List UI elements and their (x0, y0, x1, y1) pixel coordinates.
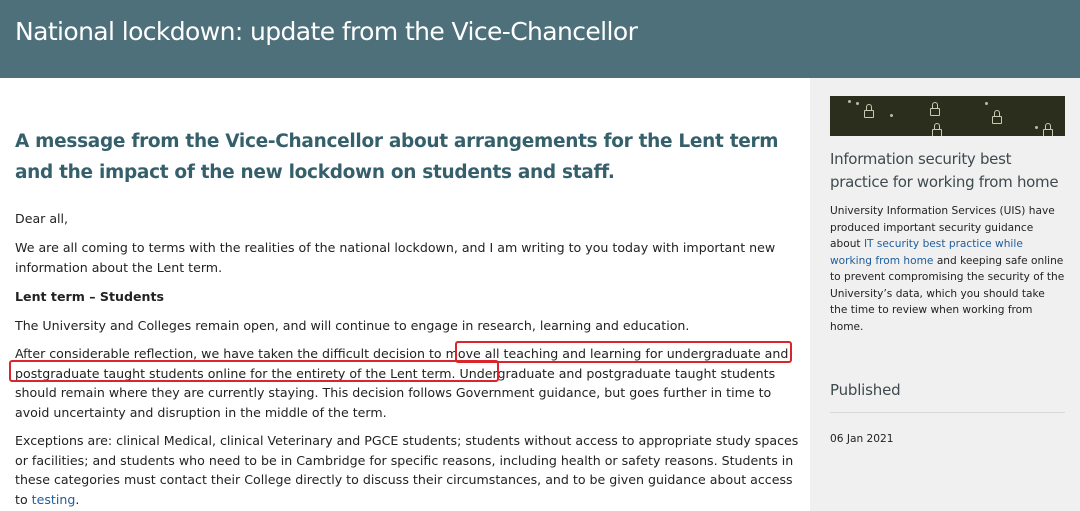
sidebar-card-text (830, 203, 1065, 335)
sidebar (810, 78, 1080, 511)
it-security-link[interactable]: IT security best practice while working from home (830, 238, 1023, 267)
decision-text-after: Undergraduate and postgraduate taught students should remain where they are currently staying. This decision follows Government guidance, but goes further in time to avoid uncertainty and disruption in the middle of the term. (15, 365, 776, 420)
page-title: National lockdown: update from the Vice-Chancellor (15, 17, 638, 46)
article-lead: A message from the Vice-Chancellor about arrangements for the Lent term and the impact of the new lockdown on students and staff. (15, 131, 779, 183)
section-heading: Lent term – Students (15, 289, 164, 304)
testing-link[interactable]: testing (31, 491, 76, 507)
decision-highlighted-text: move all teaching and learning for undergraduate and postgraduate taught students online for the entirety of the Lent term. (15, 346, 789, 381)
decision-text-before: After considerable reflection, we have taken the difficult decision to (15, 346, 446, 361)
decision-paragraph (15, 344, 805, 422)
padlock-pattern-image (830, 96, 1065, 136)
sidebar-text-before: University Information Services (UIS) have produced important security guidance about (830, 205, 1055, 250)
open-paragraph: The University and Colleges remain open, and will continue to engage in research, learning and education. (15, 318, 690, 333)
published-label: Published (830, 381, 901, 399)
exceptions-end: . (75, 491, 80, 507)
published-date: 06 Jan 2021 (830, 433, 894, 445)
sidebar-card-title: Information security best practice for working from home (830, 150, 1059, 191)
page-header (0, 0, 1080, 78)
exceptions-text: Exceptions are: clinical Medical, clinical Veterinary and PGCE students; students without access to appropriate study spaces or facilities; and students who need to be in Cambridge for specific reasons, including health or safety reasons. Students in these categories must contact their College directly to discuss their circumstances, and to be given guidance about access to (15, 433, 799, 507)
intro-paragraph: We are all coming to terms with the realities of the national lockdown, and I am writing to you today with important new information about the Lent term. (15, 240, 776, 275)
sidebar-text-after: and keeping safe online to prevent compromising the security of the University’s data, which you should take the time to review when working from home. (830, 254, 1065, 333)
article-content (0, 78, 810, 511)
greeting: Dear all, (15, 211, 69, 226)
exceptions-paragraph (15, 431, 805, 509)
published-divider (830, 412, 1065, 413)
